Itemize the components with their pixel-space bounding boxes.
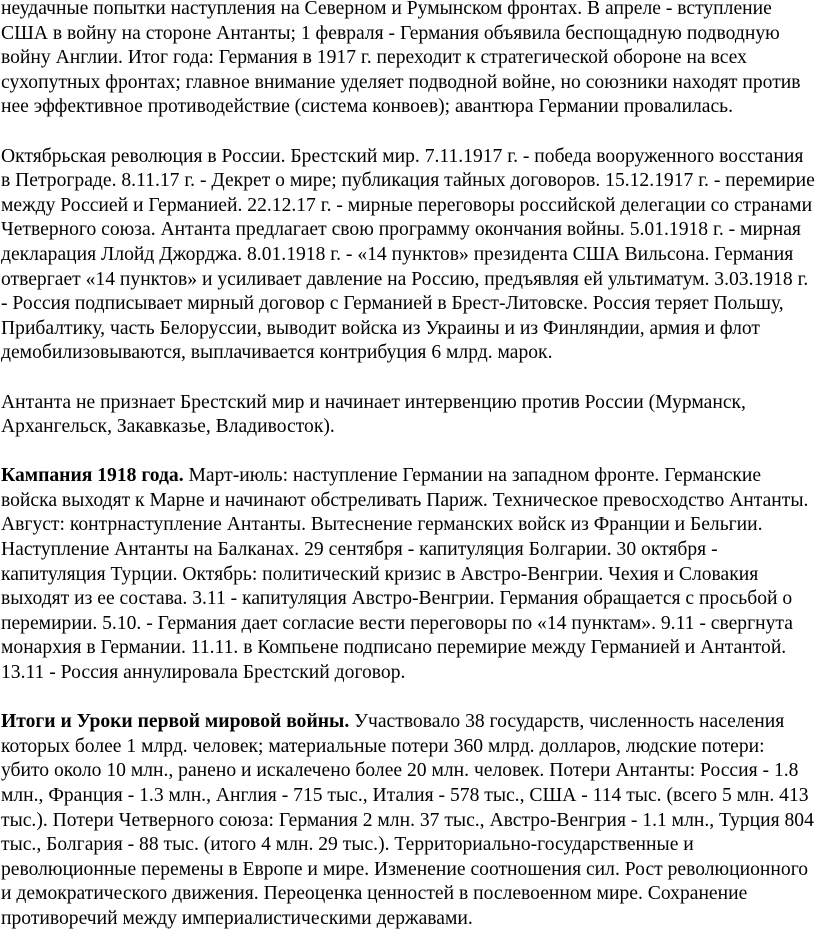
- paragraph-heading: Кампания 1918 года.: [1, 465, 184, 487]
- paragraph-text: Антанта не признает Брестский мир и начинает интервенцию против России (Мурманск, Архангельск, Закавказье, Владивосток).: [1, 391, 746, 438]
- paragraph-text: Март-июль: наступление Германии на западном фронте. Германские войска выходят к Марне и начинают обстреливать Париж. Техническое превосходство Антанты. Август: контрнаступление Антанты. Вытеснение германских войск из Франции и Бельгии. Наступление Антанты на Балканах. 29 сентября - капитуляция Болгарии. 30 октября - капитуляция Турции. Октябрь: политический кризис в Австро-Венгрии. Чехия и Словакия выходят из ее состава. 3.11 - капитуляция Австро-Венгрии. Германия обращается с просьбой о перемирии. 5.10. - Германия дает согласие вести переговоры по «14 пунктам». 9.11 - свергнута монархия в Германии. 11.11. в Компьене подписано перемирие между Германией и Антантой. 13.11 - Россия аннулировала Брестский договор.: [1, 465, 809, 684]
- paragraph-intervention: [1, 391, 816, 440]
- paragraph-1917-summary: [1, 0, 816, 120]
- paragraph-text: неудачные попытки наступления на Северном и Румынском фронтах. В апреле - вступление США в войну на стороне Антанты; 1 февраля - Германия объявила беспощадную подводную войну Англии. Итог года: Германия в 1917 г. переходит к стратегической обороне на всех сухопутных фронтах; главное внимание уделяет подводной войне, но союзники находят против нее эффективное противодействие (система конвоев); авантюра Германии провалилась.: [1, 0, 801, 118]
- paragraph-results-lessons: [1, 710, 816, 931]
- paragraph-heading: Итоги и Уроки первой мировой войны.: [1, 711, 350, 733]
- paragraph-october-revolution: [1, 145, 816, 366]
- paragraph-text: Октябрьская революция в России. Брестский мир. 7.11.1917 г. - победа вооруженного восстания в Петрограде. 8.11.17 г. - Декрет о мире; публикация тайных договоров. 15.12.1917 г. - перемирие между Россией и Германией. 22.12.17 г. - мирные переговоры российской делегации со странами Четверного союза. Антанта предлагает свою программу окончания войны. 5.01.1918 г. - мирная декларация Ллойд Джорджа. 8.01.1918 г. - «14 пунктов» президента США Вильсона. Германия отвергает «14 пунктов» и усиливает давление на Россию, предъявляя ей ультиматум. 3.03.1918 г. - Россия подписывает мирный договор с Германией в Брест-Литовске. Россия теряет Польшу, Прибалтику, часть Белоруссии, выводит войска из Украины и из Финляндии, армия и флот демобилизовываются, выплачивается контрибуция 6 млрд. марок.: [1, 145, 815, 364]
- paragraph-text: Участвовало 38 государств, численность населения которых более 1 млрд. человек; материальные потери 360 млрд. долларов, людские потери: убито около 10 млн., ранено и искалечено более 20 млн. человек. Потери Антанты: Россия - 1.8 млн., Франция - 1.3 млн., Англия - 715 тыс., Италия - 578 тыс., США - 114 тыс. (всего 5 млн. 413 тыс.). Потери Четверного союза: Германия 2 млн. 37 тыс., Австро-Венгрия - 1.1 млн., Турция 804 тыс., Болгария - 88 тыс. (итого 4 млн. 29 тыс.). Территориально-государственные и революционные перемены в Европе и мире. Изменение соотношения сил. Рост революционного и демократического движения. Переоценка ценностей в послевоенном мире. Сохранение противоречий между империалистическими державами.: [1, 711, 814, 929]
- paragraph-campaign-1918: [1, 464, 816, 685]
